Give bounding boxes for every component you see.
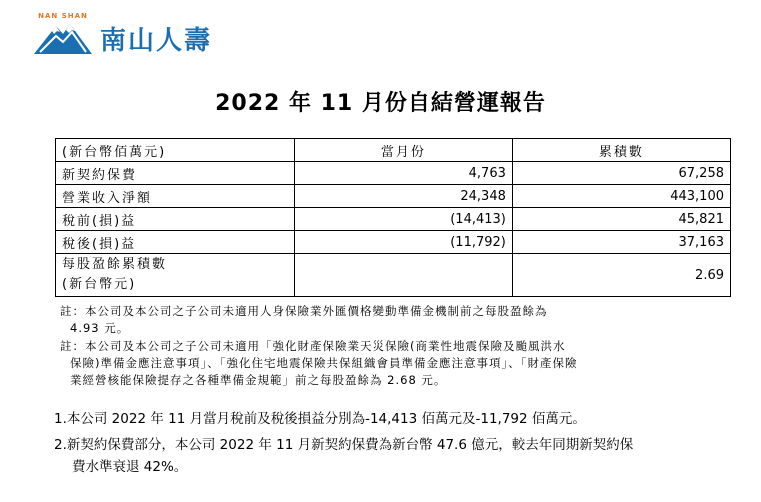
eps-label (56, 254, 295, 297)
report-title: 2022 年 11 月份自結營運報告 (215, 91, 546, 116)
row-label: 稅後(損)益 (56, 231, 295, 254)
footnote-line: 保險)準備金應注意事項」、「強化住宅地震保險共保組織會員準備金應注意事項」、「財產保險 (70, 356, 578, 370)
header-unit: (新台幣佰萬元) (56, 139, 295, 162)
row-cumulative-value: 443,100 (512, 185, 730, 208)
list-item (54, 408, 734, 430)
table-row (56, 162, 731, 185)
row-label: 新契約保費 (56, 162, 295, 185)
eps-month-empty (294, 254, 512, 297)
row-label: 稅前(損)益 (56, 208, 295, 231)
table-header-row (56, 139, 731, 162)
table-row-eps (56, 254, 731, 297)
row-label: 營業收入淨額 (56, 185, 295, 208)
company-logo (32, 12, 232, 56)
row-month-value: (14,413) (294, 208, 512, 231)
footnote (60, 303, 728, 337)
header-month: 當月份 (294, 139, 512, 162)
row-month-value: (11,792) (294, 231, 512, 254)
list-item-line: 1.本公司 2022 年 11 月當月稅前及稅後損益分別為-14,413 佰萬元及-11,792 佰萬元。 (54, 411, 586, 427)
header-cumulative: 累積數 (512, 139, 730, 162)
eps-label-line1: 每股盈餘累積數 (62, 257, 168, 272)
footnote-line: 業經營核能保險提存之各種準備金規範」前之每股盈餘為 2.68 元。 (70, 373, 447, 387)
eps-label-line2: (新台幣元) (62, 277, 137, 292)
eps-cumulative-value: 2.69 (512, 254, 730, 297)
table-row (56, 185, 731, 208)
footnotes (60, 303, 728, 390)
table-row (56, 231, 731, 254)
row-month-value: 24,348 (294, 185, 512, 208)
table-row (56, 208, 731, 231)
footnote (60, 338, 728, 389)
footnote-line: 4.93 元。 (70, 321, 130, 335)
brand-name-zh: 南山人壽 (100, 26, 213, 56)
footnote-line: 註：本公司及本公司之子公司未適用「強化財產保險業天災保險(商業性地震保險及颱風洪水 (60, 339, 566, 353)
operating-report-table (55, 138, 731, 297)
list-item-line: 2.新契約保費部分，本公司 2022 年 11 月新契約保費為新台幣 47.6 億元，較去年同期新契約保 (54, 437, 634, 453)
list-item (54, 434, 734, 478)
row-cumulative-value: 45,821 (512, 208, 730, 231)
row-cumulative-value: 67,258 (512, 162, 730, 185)
list-item-line: 費水準衰退 42%。 (72, 459, 188, 475)
brand-name-en: NAN SHAN (38, 12, 88, 20)
summary-list (54, 408, 734, 482)
row-cumulative-value: 37,163 (512, 231, 730, 254)
footnote-line: 註：本公司及本公司之子公司未適用人身保險業外匯價格變動準備金機制前之每股盈餘為 (60, 304, 548, 318)
row-month-value: 4,763 (294, 162, 512, 185)
